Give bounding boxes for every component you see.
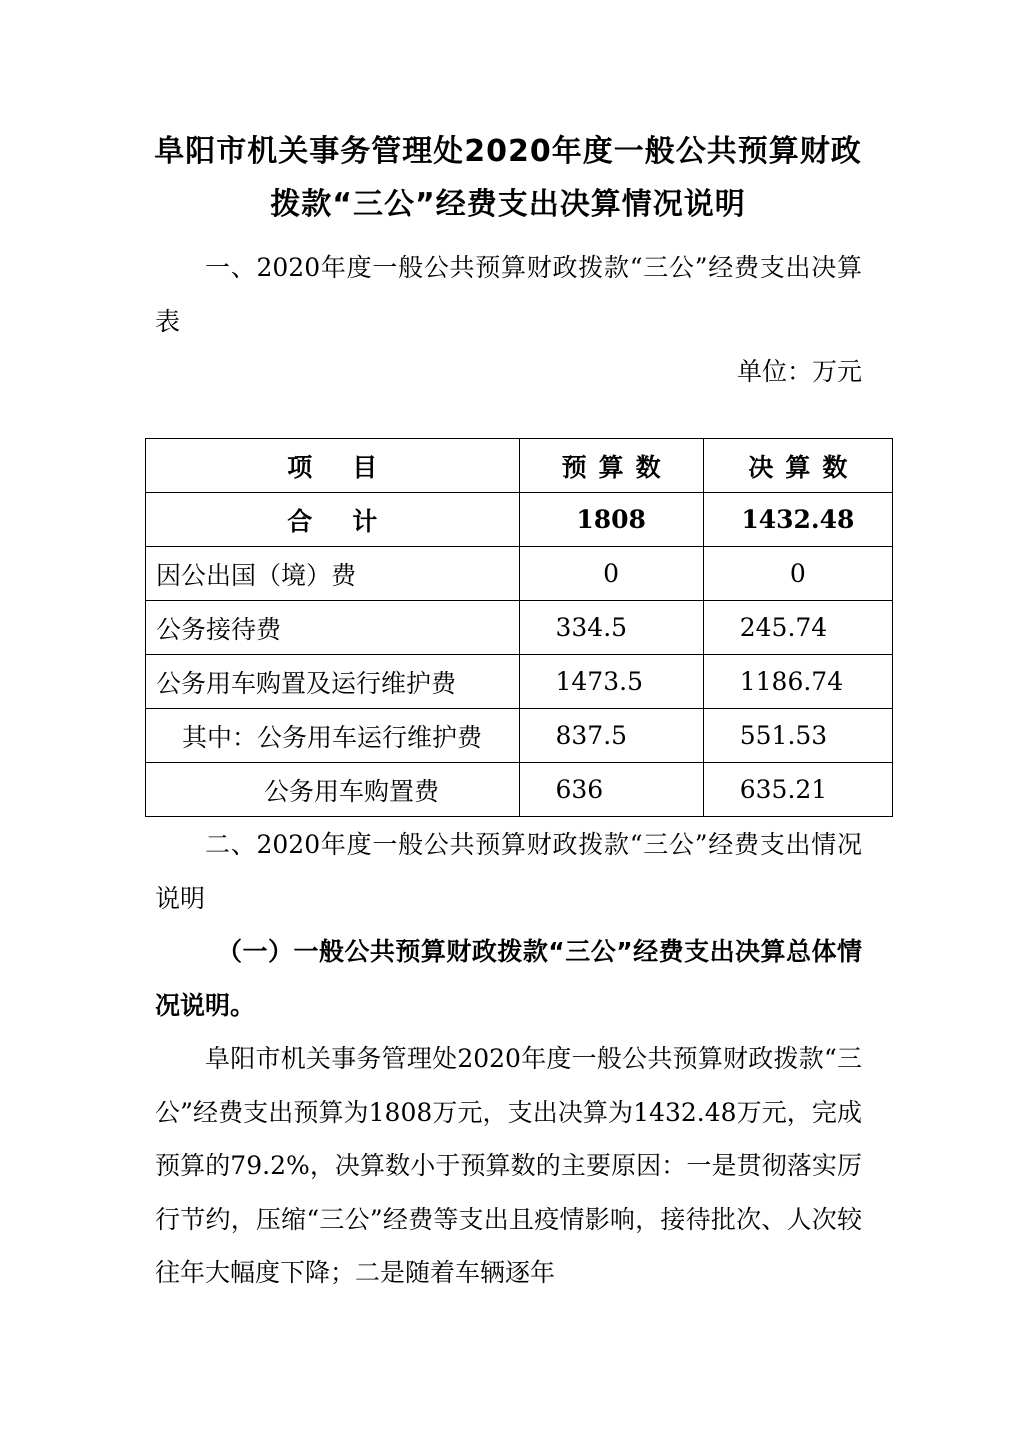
row-overseas-final: 0 [703, 547, 892, 601]
table-header-row [146, 439, 893, 493]
row-vehicle-purchase-item: 公务用车购置费 [146, 763, 520, 817]
row-total-final: 1432.48 [703, 493, 892, 547]
row-vehicle-item: 公务用车购置及运行维护费 [146, 655, 520, 709]
row-overseas-budget: 0 [519, 547, 703, 601]
body-paragraph: 阜阳市机关事务管理处2020年度一般公共预算财政拨款“三公”经费支出预算为1808万元，支出决算为1432.48万元，完成预算的79.2%，决算数小于预算数的主要原因：一是贯彻落实厉行节约，压缩“三公”经费等支出且疫情影响，接待批次、人次较往年大幅度下降；二是随着车辆逐年 [155, 1044, 862, 1287]
header-budget: 预算数 [519, 439, 703, 493]
subsection-1-heading: （一）一般公共预算财政拨款“三公”经费支出决算总体情况说明。 [155, 937, 862, 1020]
row-reception-budget: 334.5 [519, 601, 703, 655]
section-2-heading: 二、2020年度一般公共预算财政拨款“三公”经费支出情况说明 [155, 830, 862, 913]
row-vehicle-maintenance-item: 其中：公务用车运行维护费 [146, 709, 520, 763]
row-total-item: 合计 [146, 493, 520, 547]
unit-label: 单位：万元 [736, 357, 862, 386]
row-vehicle-purchase-budget: 636 [519, 763, 703, 817]
header-final: 决算数 [703, 439, 892, 493]
table-row-total [146, 493, 893, 547]
table-row-vehicle [146, 655, 893, 709]
row-overseas-item: 因公出国（境）费 [146, 547, 520, 601]
table-row-reception [146, 601, 893, 655]
document-title-line-1: 阜阳市机关事务管理处2020年度一般公共预算财政 [154, 134, 862, 169]
row-reception-final: 245.74 [703, 601, 892, 655]
row-vehicle-maintenance-final: 551.53 [703, 709, 892, 763]
row-vehicle-final: 1186.74 [703, 655, 892, 709]
row-vehicle-purchase-final: 635.21 [703, 763, 892, 817]
header-item: 项目 [146, 439, 520, 493]
row-vehicle-budget: 1473.5 [519, 655, 703, 709]
document-title-line-2: 拨款“三公”经费支出决算情况说明 [270, 187, 746, 222]
table-row-vehicle-maintenance [146, 709, 893, 763]
section-1-heading: 一、2020年度一般公共预算财政拨款“三公”经费支出决算表 [155, 253, 862, 336]
row-total-budget: 1808 [519, 493, 703, 547]
table-row-vehicle-purchase [146, 763, 893, 817]
row-vehicle-maintenance-budget: 837.5 [519, 709, 703, 763]
row-reception-item: 公务接待费 [146, 601, 520, 655]
three-public-expenses-table [145, 438, 893, 817]
table-row-overseas [146, 547, 893, 601]
